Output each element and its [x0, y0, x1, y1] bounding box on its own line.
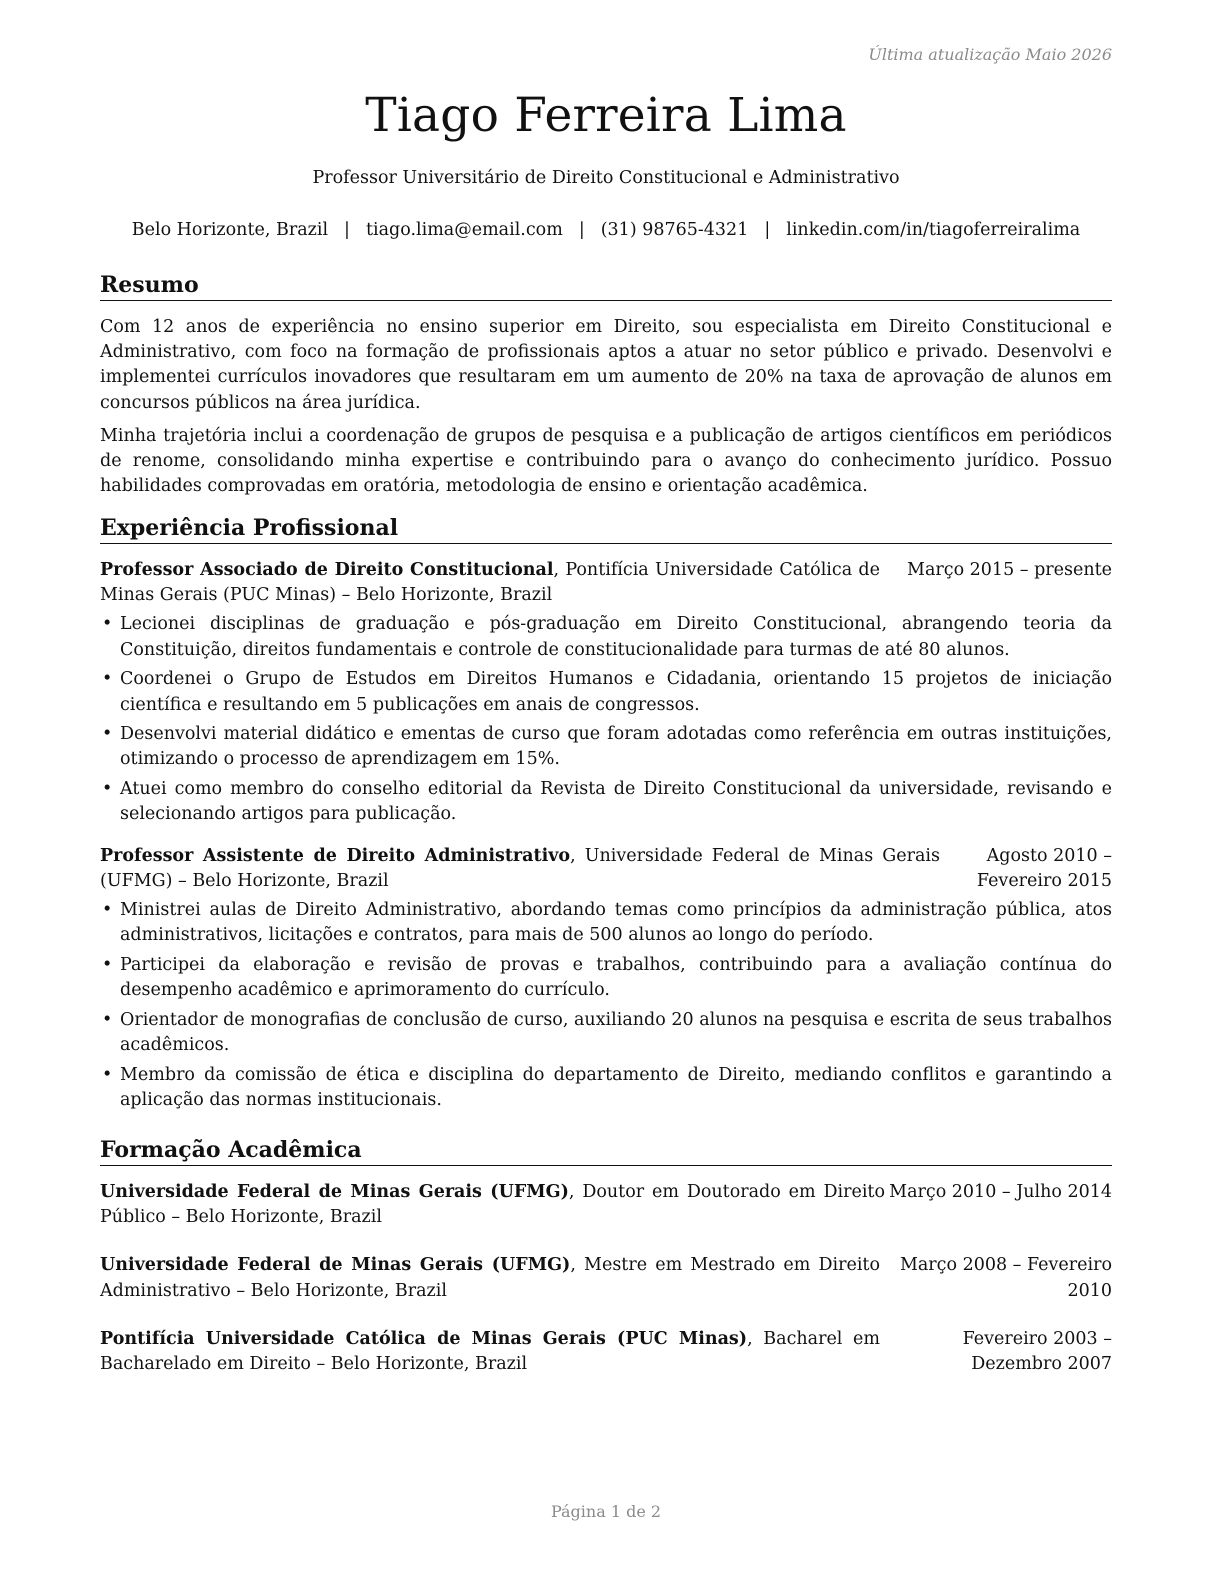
- bullet-list: [100, 612, 1112, 827]
- summary-paragraph: Com 12 anos de experiência no ensino superior em Direito, sou especialista em Direito Constitucional e Administrativo, com foco na formação de profissionais aptos a atuar no setor público e privado. Desenvolvi e implementei currículos inovadores que resultaram em um aumento de 20% na taxa de aprovação de alunos em concursos públicos na área jurídica.: [100, 317, 1112, 413]
- entry-school-degree: [100, 1327, 880, 1377]
- professional-title: Professor Universitário de Direito Constitucional e Administrativo: [312, 168, 900, 188]
- experience-entry: [100, 558, 1112, 828]
- bullet-dot: •: [102, 779, 113, 800]
- bullet-dot: •: [102, 954, 113, 975]
- entry-header: [100, 1180, 1112, 1230]
- list-item: • Coordenei o Grupo de Estudos em Direitos Humanos e Cidadania, orientando 15 projetos de iniciação científica e resultando em 5 publicações em anais de congressos.: [102, 669, 1112, 715]
- page-number: Página 1 de 2: [550, 1502, 662, 1521]
- entry-school-degree: [100, 1253, 880, 1303]
- bullet-dot: •: [102, 1009, 113, 1030]
- summary-section: [100, 271, 1112, 499]
- list-item: • Atuei como membro do conselho editorial da Revista de Direito Constitucional da universidade, revisando e selecionando artigos para publicação.: [102, 779, 1112, 825]
- section-title: Formação Acadêmica: [100, 1136, 1112, 1166]
- list-item: • Desenvolvi material didático e ementas de curso que foram adotadas como referência em outras instituições, otimizando o processo de aprendizagem em 15%.: [102, 724, 1112, 770]
- person-name: Tiago Ferreira Lima: [365, 88, 847, 143]
- experience-entry: [100, 844, 1112, 1114]
- bullet-dot: •: [102, 669, 113, 690]
- experience-section: [100, 514, 1112, 1118]
- entry-header: [100, 558, 1112, 608]
- entry-role: Professor Assistente de Direito Administrativo: [100, 845, 571, 866]
- entry-school-degree: [100, 1180, 885, 1230]
- list-item: • Lecionei disciplinas de graduação e pós-graduação em Direito Constitucional, abrangendo teoria da Constituição, direitos fundamentais e controle de constitucionalidade para turmas de até 80 alunos.: [102, 614, 1112, 660]
- list-item: • Orientador de monografias de conclusão de curso, auxiliando 20 alunos na pesquisa e escrita de seus trabalhos acadêmicos.: [102, 1009, 1112, 1055]
- education-entry: [100, 1253, 1112, 1303]
- entry-header: [100, 844, 1112, 894]
- entry-dates: Fevereiro 2003 – Dezembro 2007: [962, 1328, 1112, 1375]
- entry-header: [100, 1327, 1112, 1377]
- summary-paragraph: Minha trajetória inclui a coordenação de grupos de pesquisa e a publicação de artigos científicos em periódicos de renome, consolidando minha expertise e contribuindo para o avanço do conhecimento jurídico. Possuo habilidades comprovadas em oratória, metodologia de ensino e orientação acadêmica.: [100, 425, 1112, 497]
- entry-role: Professor Associado de Direito Constitucional: [100, 560, 554, 580]
- entry-dates: Março 2008 – Fevereiro 2010: [899, 1255, 1112, 1301]
- bullet-dot: •: [102, 614, 113, 635]
- education-entry: [100, 1180, 1112, 1230]
- last-updated: Última atualização Maio 2026: [868, 45, 1112, 64]
- entry-school: Pontifícia Universidade Católica de Minas Gerais (PUC Minas): [100, 1328, 748, 1349]
- contact-linkedin[interactable]: linkedin.com/in/tiagoferreiralima: [786, 220, 1081, 240]
- entry-header: [100, 1253, 1112, 1303]
- list-item: • Participei da elaboração e revisão de provas e trabalhos, contribuindo para a avaliação contínua do desempenho acadêmico e aprimoramento do currículo.: [102, 954, 1112, 1001]
- education-entry: [100, 1327, 1112, 1377]
- entry-school: Universidade Federal de Minas Gerais (UFMG): [100, 1255, 571, 1276]
- entry-school: Universidade Federal de Minas Gerais (UFMG): [100, 1182, 569, 1202]
- bullet-dot: •: [102, 724, 113, 745]
- contact-separator: |: [578, 220, 585, 240]
- contact-email[interactable]: tiago.lima@email.com: [365, 220, 563, 240]
- bullet-dot: •: [102, 1064, 113, 1085]
- entry-degree: , Doutor em Doutorado em Direito Público – Belo Horizonte, Brazil: [100, 1182, 885, 1228]
- bullet-dot: •: [102, 899, 113, 920]
- section-title: Resumo: [100, 271, 1112, 301]
- contact-line: [100, 220, 1112, 240]
- contact-location: Belo Horizonte, Brazil: [131, 220, 329, 240]
- entry-degree: , Mestre em Mestrado em Direito Administrativo – Belo Horizonte, Brazil: [100, 1255, 880, 1301]
- entry-role-org: [100, 558, 880, 608]
- entry-dates: Março 2010 – Julho 2014: [889, 1182, 1112, 1202]
- list-item: • Ministrei aulas de Direito Administrativo, abordando temas como princípios da administração pública, atos administrativos, licitações e contratos, para mais de 500 alunos ao longo do período.: [102, 899, 1112, 946]
- contact-phone[interactable]: (31) 98765-4321: [600, 220, 749, 240]
- bullet-list: [100, 898, 1112, 1113]
- education-section: [100, 1136, 1112, 1377]
- contact-separator: |: [764, 220, 771, 240]
- section-title: Experiência Profissional: [100, 514, 1112, 544]
- entry-dates: Agosto 2010 – Fevereiro 2015: [976, 845, 1112, 891]
- entry-org: , Pontifícia Universidade Católica de Minas Gerais (PUC Minas) – Belo Horizonte, Brazil: [100, 560, 880, 606]
- entry-org: , Universidade Federal de Minas Gerais (UFMG) – Belo Horizonte, Brazil: [100, 845, 940, 891]
- entry-degree: , Bacharel em Bacharelado em Direito – Belo Horizonte, Brazil: [100, 1328, 881, 1375]
- list-item: • Membro da comissão de ética e disciplina do departamento de Direito, mediando conflitos e garantindo a aplicação das normas institucionais.: [102, 1064, 1112, 1110]
- entry-role-org: [100, 844, 940, 894]
- resume-page: [100, 0, 1112, 1584]
- contact-separator: |: [344, 220, 350, 240]
- entry-dates: Março 2015 – presente: [907, 560, 1112, 580]
